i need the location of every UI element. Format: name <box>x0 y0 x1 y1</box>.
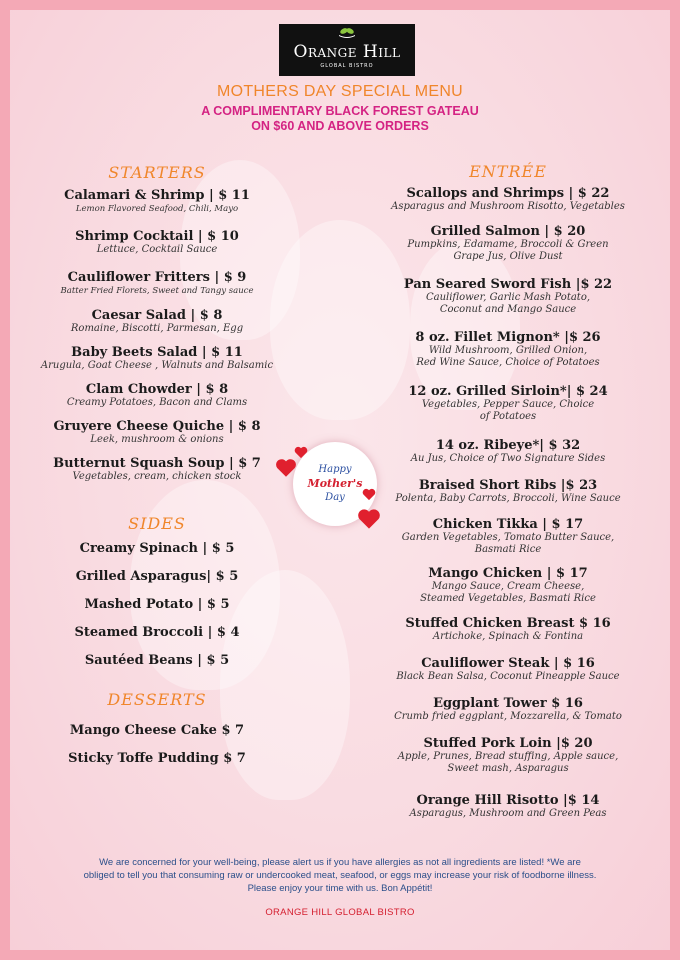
item-name: Shrimp Cocktail | $ 10 <box>75 229 239 244</box>
item-name: Calamari & Shrimp | $ 11 <box>64 188 250 203</box>
sides-heading: SIDES <box>128 514 186 533</box>
item-name: Clam Chowder | $ 8 <box>85 382 229 397</box>
menu-item <box>10 625 312 640</box>
menu-item <box>10 541 312 556</box>
menu-item <box>353 736 663 775</box>
item-description: Lemon Flavored Seafood, Chili, Mayo <box>75 204 239 214</box>
menu-page <box>10 10 670 950</box>
menu-item <box>10 382 312 409</box>
item-description: Grape Jus, Olive Dust <box>453 251 563 262</box>
allergy-notice <box>50 856 630 895</box>
item-description: Sweet mash, Asparagus <box>447 763 569 774</box>
menu-item <box>353 384 663 423</box>
badge-line: Happy <box>318 464 352 475</box>
item-description: Vegetables, cream, chicken stock <box>72 471 242 482</box>
item-name: Gruyere Cheese Quiche | $ 8 <box>53 419 261 434</box>
item-description: Leek, mushroom & onions <box>90 434 224 445</box>
item-description: Arugula, Goat Cheese , Walnuts and Balsamic <box>40 360 274 371</box>
item-name: Pan Seared Sword Fish |$ 22 <box>403 277 613 292</box>
item-description: Asparagus, Mushroom and Green Peas <box>409 808 607 819</box>
heart-icon <box>294 446 308 459</box>
menu-item <box>353 566 663 605</box>
menu-item <box>10 188 312 215</box>
item-description: Crumb fried eggplant, Mozzarella, & Tomato <box>394 711 622 722</box>
item-description: Basmati Rice <box>474 544 542 555</box>
item-description: Black Bean Salsa, Coconut Pineapple Sauce <box>396 671 620 682</box>
item-description: Wild Mushroom, Grilled Onion, <box>428 345 588 356</box>
item-name: 14 oz. Ribeye*| $ 32 <box>435 438 581 453</box>
menu-item <box>353 478 663 505</box>
item-description: Mango Sauce, Cream Cheese, <box>431 581 585 592</box>
badge-line: Mother's <box>307 477 363 490</box>
menu-item <box>10 345 312 372</box>
item-name: Mashed Potato | $ 5 <box>84 597 230 612</box>
starters-heading: STARTERS <box>108 163 206 182</box>
badge-line: Day <box>325 492 345 503</box>
item-name: Mango Cheese Cake $ 7 <box>69 723 245 738</box>
menu-item <box>10 308 312 335</box>
item-name: Grilled Asparagus| $ 5 <box>75 569 239 584</box>
item-description: Creamy Potatoes, Bacon and Clams <box>66 397 248 408</box>
menu-item <box>10 456 312 483</box>
left-column <box>22 10 292 950</box>
menu-item <box>353 438 663 465</box>
menu-item <box>353 656 663 683</box>
item-description: Vegetables, Pepper Sauce, Choice <box>421 399 595 410</box>
right-column <box>373 10 643 950</box>
desserts-heading: DESSERTS <box>107 690 207 709</box>
item-description: Apple, Prunes, Bread stuffing, Apple sauce, <box>397 751 619 762</box>
item-name: Cauliflower Steak | $ 16 <box>421 656 595 671</box>
menu-item <box>10 653 312 668</box>
menu-item <box>10 751 312 766</box>
entree-heading: ENTRÉE <box>469 162 547 181</box>
item-name: Stuffed Pork Loin |$ 20 <box>423 736 593 751</box>
menu-item <box>353 277 663 316</box>
promo-line: ON $60 AND ABOVE ORDERS <box>251 119 429 133</box>
item-name: Grilled Salmon | $ 20 <box>430 224 586 239</box>
item-name: Eggplant Tower $ 16 <box>433 696 583 711</box>
menu-item <box>10 419 312 446</box>
menu-item <box>10 229 312 256</box>
menu-item <box>353 616 663 643</box>
menu-item <box>10 597 312 612</box>
item-name: Braised Short Ribs |$ 23 <box>418 478 598 493</box>
item-description: Polenta, Baby Carrots, Broccoli, Wine Sauce <box>395 493 621 504</box>
menu-title: MOTHERS DAY SPECIAL MENU <box>216 83 464 100</box>
item-description: Lettuce, Cocktail Sauce <box>96 244 218 255</box>
item-name: Chicken Tikka | $ 17 <box>432 517 584 532</box>
item-name: Stuffed Chicken Breast $ 16 <box>405 616 611 631</box>
promo-line: A COMPLIMENTARY BLACK FOREST GATEAU <box>201 104 479 118</box>
heart-icon <box>275 458 297 478</box>
item-description: Red Wine Sauce, Choice of Potatoes <box>416 357 600 368</box>
item-name: Scallops and Shrimps | $ 22 <box>406 186 610 201</box>
item-description: Asparagus and Mushroom Risotto, Vegetables <box>391 201 625 212</box>
item-description: Cauliflower, Garlic Mash Potato, <box>425 292 591 303</box>
item-name: Mango Chicken | $ 17 <box>428 566 588 581</box>
item-name: Baby Beets Salad | $ 11 <box>71 345 243 360</box>
menu-item <box>353 330 663 369</box>
item-description: Garden Vegetables, Tomato Butter Sauce, <box>401 532 615 543</box>
item-description: Pumpkins, Edamame, Broccoli & Green <box>407 239 609 250</box>
brand-subtitle: GLOBAL BISTRO <box>320 63 374 69</box>
item-description: Romaine, Biscotti, Parmesan, Egg <box>70 323 244 334</box>
notice-line: Please enjoy your time with us. Bon Appétit! <box>247 883 433 894</box>
item-name: Sautéed Beans | $ 5 <box>84 653 230 668</box>
menu-item <box>353 224 663 263</box>
notice-line: We are concerned for your well-being, please alert us if you have allergies as not all ingredients are listed! *We are <box>99 857 581 868</box>
item-name: Butternut Squash Soup | $ 7 <box>53 456 261 471</box>
menu-item <box>353 186 663 213</box>
leaf-icon <box>337 27 357 39</box>
menu-item <box>10 723 312 738</box>
item-name: Caesar Salad | $ 8 <box>91 308 223 323</box>
item-name: Steamed Broccoli | $ 4 <box>74 625 240 640</box>
brand-name: Orange Hill <box>293 42 401 62</box>
item-name: Orange Hill Risotto |$ 14 <box>416 793 600 808</box>
notice-line: obliged to tell you that consuming raw or undercooked meat, seafood, or eggs may increase your risk of foodborne illness. <box>83 870 597 881</box>
menu-item <box>353 517 663 556</box>
menu-item <box>353 696 663 723</box>
item-description: Batter Fried Florets, Sweet and Tangy sauce <box>60 286 254 296</box>
footer-brand: ORANGE HILL GLOBAL BISTRO <box>265 907 415 918</box>
item-name: 8 oz. Fillet Mignon* |$ 26 <box>415 330 601 345</box>
item-description: of Potatoes <box>479 411 537 422</box>
menu-item <box>10 270 312 297</box>
menu-item <box>353 793 663 820</box>
item-name: Cauliflower Fritters | $ 9 <box>67 270 247 285</box>
item-name: Sticky Toffe Pudding $ 7 <box>68 751 246 766</box>
item-description: Coconut and Mango Sauce <box>439 304 577 315</box>
item-description: Steamed Vegetables, Basmati Rice <box>420 593 596 604</box>
item-description: Artichoke, Spinach & Fontina <box>432 631 584 642</box>
item-name: Creamy Spinach | $ 5 <box>79 541 235 556</box>
menu-item <box>10 569 312 584</box>
item-name: 12 oz. Grilled Sirloin*| $ 24 <box>408 384 608 399</box>
item-description: Au Jus, Choice of Two Signature Sides <box>410 453 606 464</box>
